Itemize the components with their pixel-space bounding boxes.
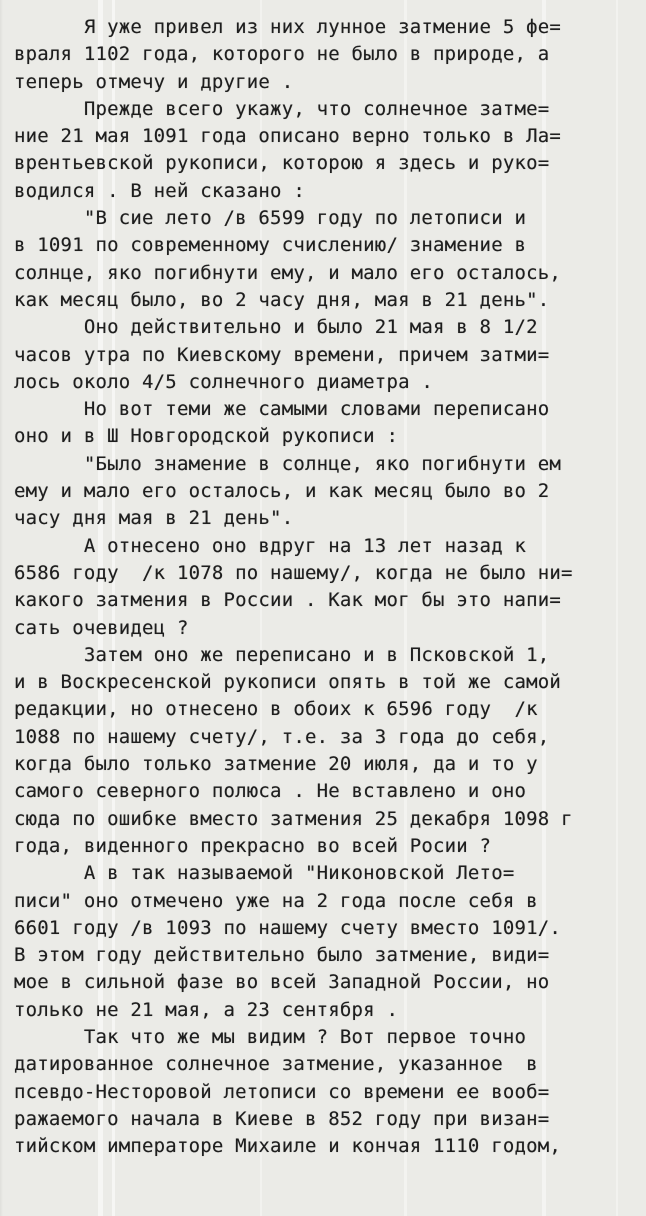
text-line: тийском императоре Михаиле и кончая 1110 годом, [14,1135,562,1158]
text-line: самого северного полюса . Не вставлено и оно [14,780,527,803]
text-line: Я уже привел из них лунное затмение 5 фе= [14,16,562,38]
text-line: писи" оно отмечено уже на 2 года после себя в [14,889,538,912]
text-line: Затем оно же переписано и в Псковской 1, [14,643,550,666]
text-line: псевдо-Несторовой летописи со времени ее вооб= [14,1080,550,1103]
text-line: Оно действительно и было 21 мая в 8 1/2 [14,316,538,339]
text-line: и в Воскресенской рукописи опять в той же самой [14,671,562,694]
text-line: оно и в Ш Новгородской рукописи : [14,425,399,448]
text-line: в 1091 по современному счислению/ знамение в [14,234,527,257]
text-line: В этом году действительно было затмение, види= [14,944,550,967]
text-line: Так что же мы видим ? Вот первое точно [14,1025,527,1048]
text-line: враля 1102 года, которого не было в природе, а [14,43,550,66]
text-line: теперь отмечу и другие . [14,70,294,93]
text-line: сать очевидец ? [14,616,189,639]
text-line: какого затмения в России . Как мог бы это напи= [14,589,562,612]
text-line: часу дня мая в 21 день". [14,507,294,530]
text-line: "В сие лето /в 6599 году по летописи и [14,207,527,230]
text-line: года, виденного прекрасно во всей Росии ? [14,834,492,857]
text-line: редакции, но отнесено в обоих к 6596 году /к [14,698,538,721]
text-line: А в так называемой "Никоновской Лето= [14,862,515,885]
text-line: ражаемого начала в Киеве в 852 году при визан= [14,1107,550,1130]
text-line: когда было только затмение 20 июля, да и то у [14,753,538,776]
text-line: только не 21 мая, а 23 сентября . [14,998,399,1021]
text-line: солнце, яко погибнути ему, и мало его осталось, [14,261,562,284]
text-line: ему и мало его осталось, и как месяц было во 2 [14,480,550,503]
text-line: мое в сильной фазе во всей Западной России, но [14,971,550,994]
text-line: врентьевской рукописи, которою я здесь и руко= [14,152,550,175]
text-line: как месяц было, во 2 часу дня, мая в 21 день". [14,288,550,311]
text-line: Но вот теми же самыми словами переписано [14,398,550,421]
text-line: Прежде всего укажу, что солнечное затме= [14,97,550,120]
text-line: ние 21 мая 1091 года описано верно только в Ла= [14,125,562,148]
text-line: водился . В ней сказано : [14,179,305,202]
text-line: А отнесено оно вдруг на 13 лет назад к [14,534,527,557]
text-line: "Было знамение в солнце, яко погибнути ем [14,452,562,475]
text-line: часов утра по Киевскому времени, причем затми= [14,343,550,366]
text-line: 1088 по нашему счету/, т.е. за 3 года до себя, [14,725,550,748]
text-line: датированное солнечное затмение, указанное в [14,1053,538,1076]
text-line: лось около 4/5 солнечного диаметра . [14,370,434,393]
text-line: сюда по ошибке вместо затмения 25 декабря 1098 г [14,807,573,830]
text-line: 6586 году /к 1078 по нашему/, когда не было ни= [14,561,573,584]
text-line: 6601 году /в 1093 по нашему счету вместо 1091/. [14,916,562,939]
body-text [14,14,640,1160]
